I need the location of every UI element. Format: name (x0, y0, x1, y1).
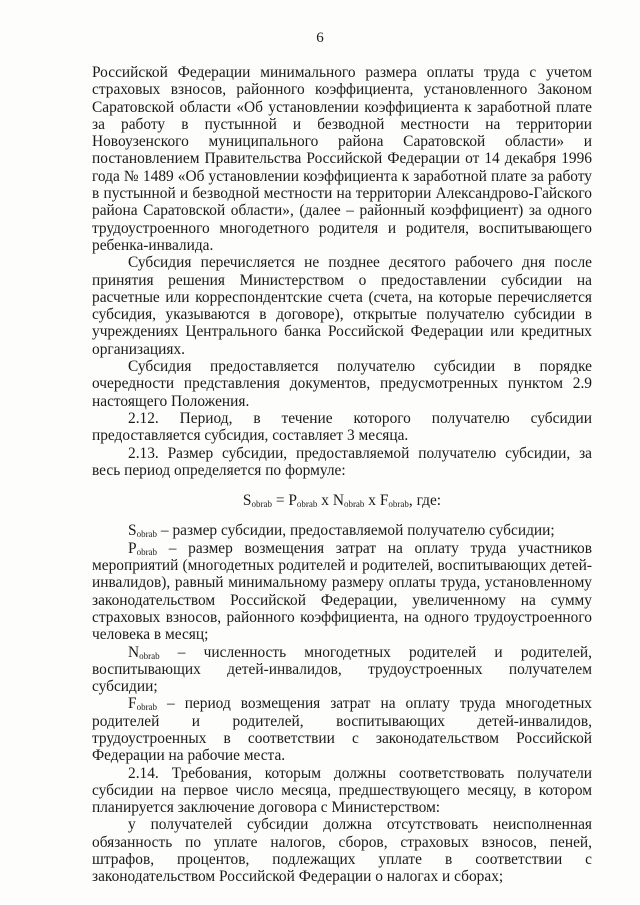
paragraph-2-12: 2.12. Период, в течение которого получателю субсидии предоставляется субсидия, составляет 3 месяца. (92, 409, 592, 445)
formula-tail: , где: (408, 492, 442, 510)
definition-p (92, 540, 592, 644)
paragraph-continuation: Российской Федерации минимального размера оплаты труда с учетом страховых взносов, районного коэффициента, установленного Законом Саратовской области «Об установлении коэффициента к заработной плате за работу в пустынной и безводной местности на территории Новоузенского муниципального района Саратовской области» и постановлением Правительства Российской Федерации от 14 декабря 1996 года № 1489 «Об установлении коэффициента к заработной плате за работу в пустынной и безводной местности на территории Александрово-Гайского района Саратовской области», (далее – районный коэффициент) за одного трудоустроенного многодетного родителя и родителя, воспитывающего ребенка-инвалида. (92, 64, 592, 254)
definition-f-text: – период возмещения затрат на оплату труда многодетных родителей и родителей, воспитывающих детей-инвалидов, трудоустроенных в соответствии с законодательством Российской Федерации на рабочие места. (92, 695, 592, 765)
definition-s (92, 522, 592, 539)
definition-p-letter: P (128, 539, 137, 557)
definition-n-sub: obrab (139, 650, 160, 661)
definition-f-sub: obrab (136, 702, 158, 713)
paragraph-2-14: 2.14. Требования, которым должны соответствовать получатели субсидии на первое число месяца, предшествующего месяцу, в котором планируется заключение договора с Министерством: (92, 764, 592, 817)
paragraph-subsidy-order: Субсидия предоставляется получателю субсидии в порядке очередности представления документов, предусмотренных пунктом 2.9 настоящего Положения. (92, 358, 592, 410)
formula-x2: x (364, 492, 380, 510)
formula-s-sub: obrab (251, 499, 272, 510)
definition-n (92, 644, 592, 696)
formula-p-sub: obrab (296, 499, 318, 510)
formula-eq: = (271, 492, 289, 510)
formula-p: P (288, 492, 297, 510)
document-body (92, 64, 592, 886)
definition-p-sub: obrab (136, 546, 158, 557)
page-number: 6 (316, 30, 324, 46)
definition-f-letter: F (128, 695, 137, 713)
definition-n-letter: N (128, 643, 140, 661)
formula-f-sub: obrab (388, 499, 409, 510)
paragraph-2-13: 2.13. Размер субсидии, предоставляемой получателю субсидии, за весь период определяется по формуле: (92, 444, 592, 479)
formula-x1: x (317, 492, 333, 510)
formula-s: S (242, 492, 252, 510)
formula-f: F (379, 492, 389, 510)
definition-f (92, 695, 592, 764)
definition-s-sub: obrab (136, 529, 158, 540)
definition-s-letter: S (128, 522, 137, 540)
formula-n: N (332, 492, 344, 510)
paragraph-tax-obligation: у получателей субсидии должна отсутствовать неисполненная обязанность по уплате налогов, сборов, страховых взносов, пеней, штрафов, процентов, подлежащих уплате в соответствии с законодательством Российской Федерации о налогах и сборах; (92, 816, 592, 886)
paragraph-subsidy-transfer: Субсидия перечисляется не позднее десятого рабочего дня после принятия решения Министерством о предоставлении субсидии на расчетные или корреспондентские счета (счета, на которые перечисляется субсидия, указываются в договоре), открытые получателю субсидии в учреждениях Центрального банка Российской Федерации или кредитных организациях. (92, 254, 592, 358)
definition-n-text: – численность многодетных родителей и родителей, воспитывающих детей-инвалидов, трудоустроенных получателем субсидии; (92, 643, 592, 696)
formula-n-sub: obrab (343, 499, 365, 510)
definition-s-text: – размер субсидии, предоставляемой получателю субсидии; (157, 522, 555, 540)
subsidy-formula (92, 492, 592, 509)
definition-p-text: – размер возмещения затрат на оплату труда участников мероприятий (многодетных родителей и родителей, воспитывающих детей-инвалидов), равный минимальному размеру оплаты труда, установленному законодательством Российской Федерации, увеличенному на сумму страховых взносов, районного коэффициента, на одного трудоустроенного человека в месяц; (92, 539, 592, 644)
